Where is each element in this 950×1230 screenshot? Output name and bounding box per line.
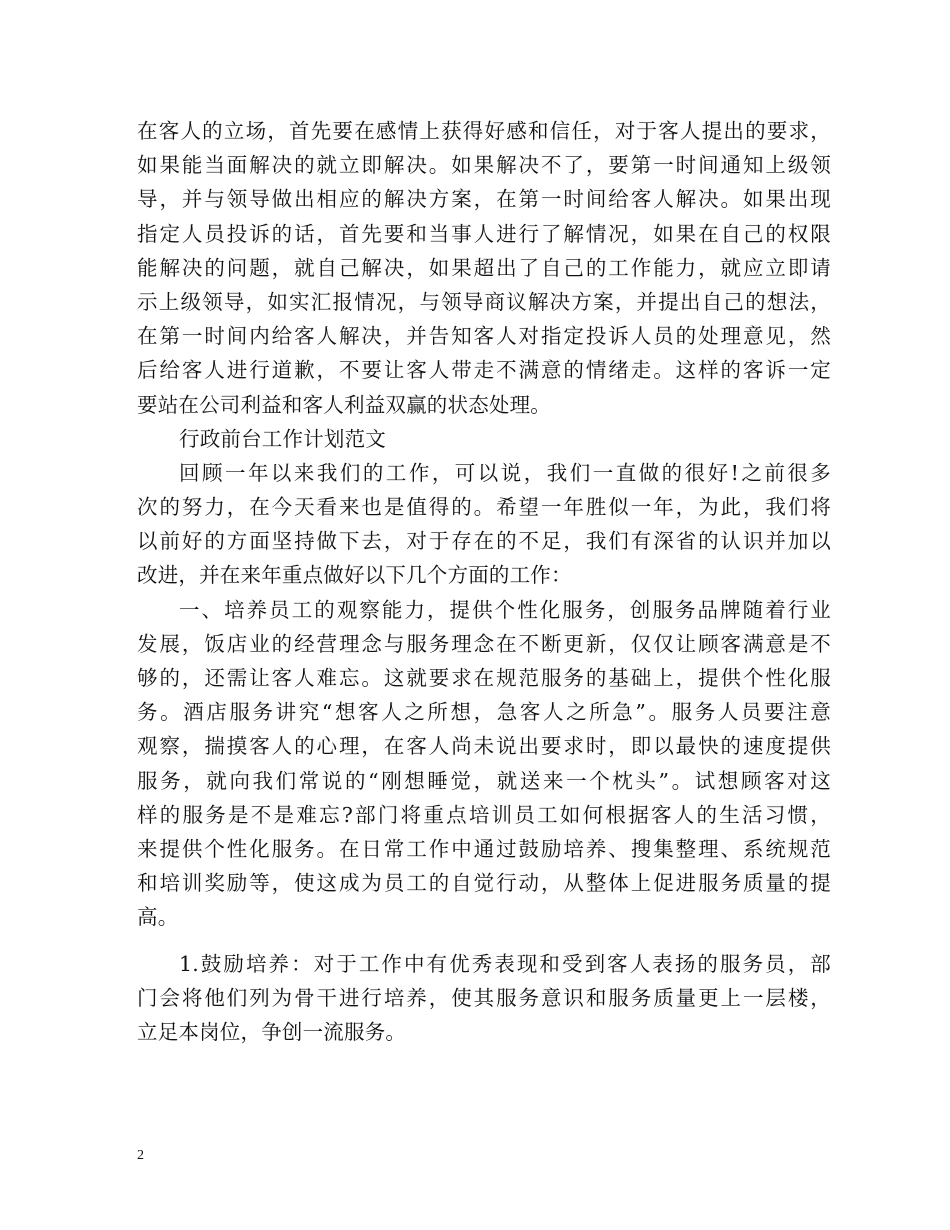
text-line: 如果能当面解决的就立即解决。如果解决不了，要第一时间通知上级领 <box>137 153 831 178</box>
text-line: 1.鼓励培养：对于工作中有优秀表现和受到客人表扬的服务员，部 <box>179 951 831 976</box>
text-line: 在第一时间内给客人解决，并告知客人对指定投诉人员的处理意见，然 <box>137 324 831 349</box>
text-line: 和培训奖励等，使这成为员工的自觉行动，从整体上促进服务质量的提 <box>137 871 831 896</box>
document-body <box>137 114 831 1049</box>
text-line: 门会将他们列为骨干进行培养，使其服务意识和服务质量更上一层楼， <box>137 985 831 1010</box>
text-line: 一、培养员工的观察能力，提供个性化服务，创服务品牌随着行业 <box>179 597 831 622</box>
text-line: 高。 <box>137 905 179 930</box>
text-line: 以前好的方面坚持做下去，对于存在的不足，我们有深省的认识并加以 <box>137 529 831 554</box>
text-line: 服务，就向我们常说的“刚想睡觉，就送来一个枕头”。试想顾客对这 <box>137 768 831 793</box>
text-line: 样的服务是不是难忘?部门将重点培训员工如何根据客人的生活习惯， <box>137 802 831 827</box>
text-line: 够的，还需让客人难忘。这就要求在规范服务的基础上，提供个性化服 <box>137 666 831 690</box>
text-line: 务。酒店服务讲究“想客人之所想，急客人之所急”。服务人员要注意 <box>137 700 831 725</box>
text-line: 次的努力，在今天看来也是值得的。希望一年胜似一年，为此，我们将 <box>137 495 831 520</box>
text-line: 观察，揣摸客人的心理，在客人尚未说出要求时，即以最快的速度提供 <box>137 734 831 759</box>
text-line: 导，并与领导做出相应的解决方案，在第一时间给客人解决。如果出现 <box>137 187 831 212</box>
text-line: 发展，饭店业的经营理念与服务理念在不断更新，仅仅让顾客满意是不 <box>137 631 831 656</box>
text-line: 行政前台工作计划范文 <box>179 426 386 451</box>
text-line: 后给客人进行道歉，不要让客人带走不满意的情绪走。这样的客诉一定 <box>137 358 831 383</box>
text-line: 指定人员投诉的话，首先要和当事人进行了解情况，如果在自己的权限 <box>137 221 831 246</box>
text-line: 能解决的问题，就自己解决，如果超出了自己的工作能力，就应立即请 <box>137 255 831 280</box>
text-line: 要站在公司利益和客人利益双赢的状态处理。 <box>137 392 551 417</box>
text-line: 回顾一年以来我们的工作，可以说，我们一直做的很好!之前很多 <box>179 460 831 485</box>
text-line: 立足本岗位，争创一流服务。 <box>137 1019 407 1044</box>
text-line: 示上级领导，如实汇报情况，与领导商议解决方案，并提出自己的想法， <box>137 289 831 314</box>
text-line: 来提供个性化服务。在日常工作中通过鼓励培养、搜集整理、系统规范 <box>137 836 831 861</box>
page-number: 2 <box>137 1148 144 1163</box>
text-line: 在客人的立场，首先要在感情上获得好感和信任，对于客人提出的要求， <box>137 119 831 143</box>
text-line: 改进，并在来年重点做好以下几个方面的工作： <box>137 563 572 588</box>
